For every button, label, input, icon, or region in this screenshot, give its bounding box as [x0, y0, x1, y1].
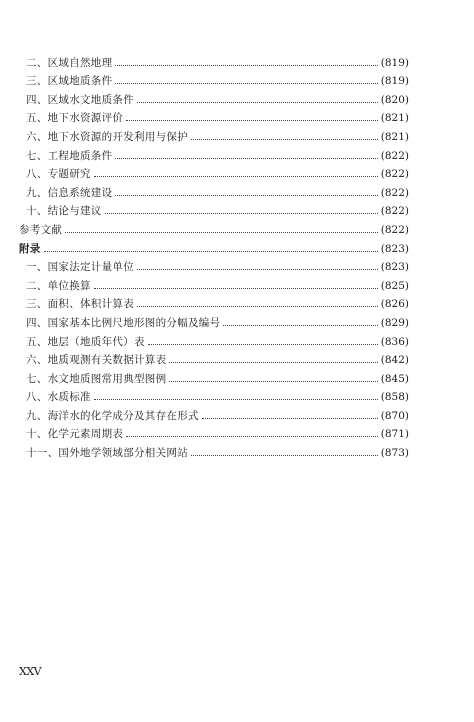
dot-leader — [126, 435, 378, 437]
dot-leader — [169, 380, 377, 382]
dot-leader — [105, 212, 378, 214]
toc-entry-page: (842) — [380, 354, 409, 367]
toc-entry-page: (821) — [380, 130, 409, 143]
dot-leader — [191, 138, 378, 140]
toc-entry — [19, 69, 409, 88]
toc-entry-page: (819) — [380, 75, 409, 88]
dot-leader — [202, 417, 378, 419]
dot-leader — [94, 175, 378, 177]
toc-entry-label: 附录 — [19, 242, 41, 255]
toc-entry — [19, 217, 409, 236]
toc-entry-page: (820) — [380, 93, 409, 106]
toc-entry-label: 七、水文地质图常用典型图例 — [26, 372, 167, 385]
dot-leader — [65, 231, 378, 233]
dot-leader — [115, 194, 377, 196]
toc-entry-page: (819) — [380, 56, 409, 69]
toc-entry-label: 六、地质观测有关数据计算表 — [26, 354, 167, 367]
toc-entry-page: (870) — [380, 409, 409, 422]
dot-leader — [126, 119, 378, 121]
toc-entry-page: (822) — [380, 205, 409, 218]
toc-entry — [19, 292, 409, 311]
toc-entry-label: 九、海洋水的化学成分及其存在形式 — [26, 409, 199, 422]
toc-entry-label: 七、工程地质条件 — [26, 149, 113, 162]
toc-entry — [19, 385, 409, 404]
toc-entry-page: (822) — [380, 223, 409, 236]
dot-leader — [169, 361, 377, 363]
dot-leader — [148, 343, 378, 345]
toc-entry-page: (825) — [380, 279, 409, 292]
toc-entry — [19, 403, 409, 422]
toc-entry — [19, 255, 409, 274]
toc-entry-label: 三、区域地质条件 — [26, 75, 113, 88]
toc-entry-page: (845) — [380, 372, 409, 385]
toc-entry-page: (821) — [380, 112, 409, 125]
dot-leader — [223, 324, 377, 326]
dot-leader — [94, 398, 378, 400]
toc-entry-label: 五、地层（地质年代）表 — [26, 335, 145, 348]
toc-entry-page: (823) — [380, 242, 409, 255]
toc-entry-page: (823) — [380, 261, 409, 274]
toc-entry-page: (873) — [380, 447, 409, 460]
toc-entry — [19, 124, 409, 143]
toc-entry-page: (871) — [380, 428, 409, 441]
toc-entry — [19, 310, 409, 329]
toc-entry — [19, 273, 409, 292]
dot-leader — [115, 64, 377, 66]
toc-entry-label: 一、国家法定计量单位 — [26, 261, 134, 274]
toc-entry-page: (822) — [380, 168, 409, 181]
toc-entry-page: (829) — [380, 316, 409, 329]
toc-entry-label: 八、专题研究 — [26, 168, 91, 181]
toc-entry-page: (826) — [380, 298, 409, 311]
toc-entry — [19, 87, 409, 106]
dot-leader — [191, 454, 378, 456]
toc-entry-label: 十一、国外地学领域部分相关网站 — [26, 447, 188, 460]
toc-entry-page: (858) — [380, 391, 409, 404]
toc-entry — [19, 199, 409, 218]
toc-entry-label: 二、单位换算 — [26, 279, 91, 292]
toc-entry-label: 三、面积、体积计算表 — [26, 298, 134, 311]
toc-entry — [19, 180, 409, 199]
dot-leader — [44, 250, 378, 252]
dot-leader — [137, 101, 378, 103]
toc-entry — [19, 348, 409, 367]
table-of-contents — [19, 50, 409, 459]
dot-leader — [94, 287, 378, 289]
page-number: XXV — [19, 665, 42, 678]
toc-entry-label: 八、水质标准 — [26, 391, 91, 404]
toc-entry-page: (822) — [380, 186, 409, 199]
toc-entry-label: 二、区域自然地理 — [26, 56, 113, 69]
toc-entry — [19, 440, 409, 459]
toc-entry — [19, 366, 409, 385]
toc-entry-label: 六、地下水资源的开发利用与保护 — [26, 130, 188, 143]
toc-entry — [19, 236, 409, 255]
toc-entry-label: 五、地下水资源评价 — [26, 112, 124, 125]
toc-entry-page: (836) — [380, 335, 409, 348]
dot-leader — [137, 305, 378, 307]
dot-leader — [115, 82, 377, 84]
dot-leader — [115, 157, 377, 159]
toc-entry-label: 四、国家基本比例尺地形图的分幅及编号 — [26, 316, 221, 329]
toc-entry-label: 十、结论与建议 — [26, 205, 102, 218]
toc-entry-label: 十、化学元素周期表 — [26, 428, 124, 441]
toc-entry-page: (822) — [380, 149, 409, 162]
toc-entry — [19, 50, 409, 69]
toc-entry — [19, 143, 409, 162]
toc-entry — [19, 422, 409, 441]
toc-entry-label: 参考文献 — [19, 223, 63, 236]
toc-entry-label: 四、区域水文地质条件 — [26, 93, 134, 106]
dot-leader — [137, 268, 378, 270]
toc-entry-label: 九、信息系统建设 — [26, 186, 113, 199]
toc-entry — [19, 162, 409, 181]
toc-entry — [19, 106, 409, 125]
toc-entry — [19, 329, 409, 348]
